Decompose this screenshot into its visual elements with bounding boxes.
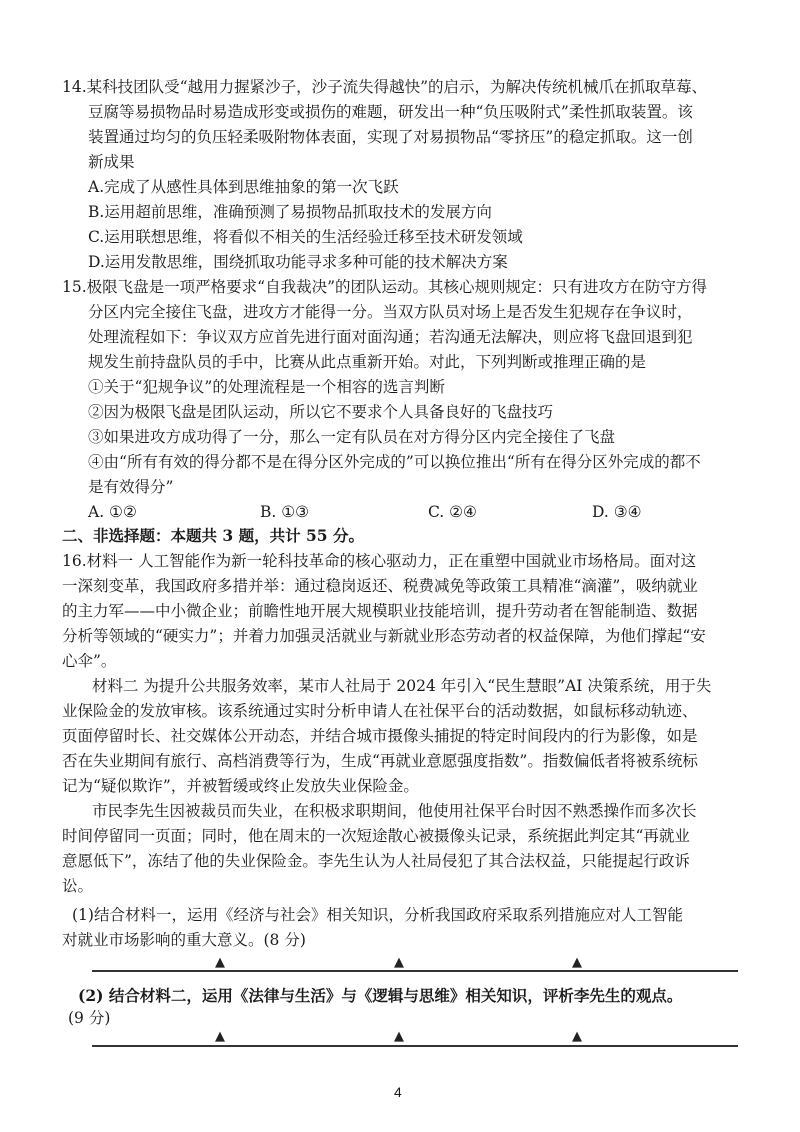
- q16-material2-line-2: 业保险金的发放审核。该系统通过实时分析申请人在社保平台的活动数据，如鼠标移动轨迹、: [62, 702, 698, 720]
- q16-sub1-line-2: 对就业市场影响的重大意义。(8 分): [62, 931, 306, 949]
- q16-material2-line-4: 否在失业期间有旅行、高档消费等行为，生成“再就业意愿强度指数”。指数偏低者将被系统标: [62, 752, 698, 770]
- page-number: 4: [394, 1084, 402, 1100]
- q14-option-d: D.运用发散思维，围绕抓取功能寻求多种可能的技术解决方案: [88, 253, 508, 271]
- section-heading: 二、非选择题：本题共 3 题，共计 55 分。: [62, 526, 364, 545]
- answer-marker-triangle-icon: ▲: [394, 955, 404, 970]
- q14-option-b: B.运用超前思维，准确预测了易损物品抓取技术的发展方向: [88, 203, 492, 221]
- q15-stem-line-4: 规发生前持盘队员的手中，比赛从此点重新开始。对此，下列判断或推理正确的是: [88, 353, 647, 371]
- q15-stem-line-1: 15.极限飞盘是一项严格要求“自我裁决”的团队运动。其核心规则规定：只有进攻方在防守方得: [62, 278, 708, 296]
- q16-material3-line-3: 意愿低下”，冻结了他的失业保险金。李先生认为人社局侵犯了其合法权益，只能提起行政诉: [62, 852, 690, 870]
- q16-material2-line-3: 页面停留时长、社交媒体公开动态，并结合城市摄像头捕捉的特定时间段内的行为影像，如是: [62, 727, 698, 745]
- q16-material3-line-2: 时间停留同一页面；同时，他在周末的一次短途散心被摄像头记录，系统据此判定其“再就业: [62, 827, 690, 845]
- q16-material1-line-5: 心伞”。: [62, 652, 117, 670]
- q15-option-d: D. ③④: [592, 503, 642, 521]
- q16-material3-line-4: 讼。: [62, 877, 94, 895]
- q15-statement-4: ④由“所有有效的得分都不是在得分区外完成的”可以换位推出“所有在得分区外完成的都不: [88, 453, 701, 471]
- q16-material2-line-5: 记为“疑似欺诈”，并被暂缓或终止发放失业保险金。: [62, 777, 419, 795]
- q14-stem-line-2: 豆腐等易损物品时易造成形变或损伤的难题，研发出一种“负压吸附式”柔性抓取装置。该: [88, 103, 693, 121]
- q15-statement-4-cont: 是有效得分”: [88, 478, 174, 496]
- q16-sub2-line-1: (2) 结合材料二，运用《法律与生活》与《逻辑与思维》相关知识，评析李先生的观点。: [78, 986, 683, 1005]
- q15-stem-line-3: 处理流程如下：争议双方应首先进行面对面沟通；若沟通无法解决，则应将飞盘回退到犯: [88, 328, 693, 346]
- q15-statement-1: ①关于“犯规争议”的处理流程是一个相容的选言判断: [88, 378, 445, 396]
- q15-statement-3: ③如果进攻方成功得了一分，那么一定有队员在对方得分区内完全接住了飞盘: [88, 428, 616, 446]
- answer-line-1[interactable]: [92, 970, 738, 972]
- q16-sub1-line-1: (1)结合材料一，运用《经济与社会》相关知识，分析我国政府采取系列措施应对人工智能: [72, 906, 683, 924]
- answer-marker-triangle-icon: ▲: [572, 1029, 582, 1044]
- q15-stem-line-2: 分区内完全接住飞盘，进攻方才能得一分。当双方队员对场上是否发生犯规存在争议时，: [88, 303, 693, 321]
- q15-statement-2: ②因为极限飞盘是团队运动，所以它不要求个人具备良好的飞盘技巧: [88, 403, 554, 421]
- answer-marker-triangle-icon: ▲: [215, 1029, 225, 1044]
- q15-option-c: C. ②④: [428, 503, 477, 521]
- q16-material1-line-2: 一深刻变革，我国政府多措并举：通过稳岗返还、税费减免等政策工具精准“滴灌”，吸纳就业: [62, 577, 698, 595]
- q16-material3-line-1: 市民李先生因被裁员而失业，在积极求职期间，他使用社保平台时因不熟悉操作而多次长: [92, 802, 697, 820]
- answer-line-2[interactable]: [92, 1045, 738, 1047]
- q14-option-c: C.运用联想思维，将看似不相关的生活经验迁移至技术研发领域: [88, 228, 523, 246]
- q15-option-b: B. ①③: [260, 503, 310, 521]
- q14-stem-line-3: 装置通过均匀的负压轻柔吸附物体表面，实现了对易损物品“零挤压”的稳定抓取。这一创: [88, 128, 693, 146]
- q16-sub2-line-2: (9 分): [68, 1009, 111, 1027]
- q14-stem-line-1: 14.某科技团队受“越用力握紧沙子，沙子流失得越快”的启示，为解决传统机械爪在抓取草莓、: [62, 78, 708, 96]
- q14-option-a: A.完成了从感性具体到思维抽象的第一次飞跃: [88, 178, 399, 196]
- answer-marker-triangle-icon: ▲: [215, 955, 225, 970]
- q16-material1-line-4: 分析等领域的“硬实力”；并着力加强灵活就业与新就业形态劳动者的权益保障，为他们撑起“安: [62, 627, 706, 645]
- answer-marker-triangle-icon: ▲: [572, 955, 582, 970]
- answer-marker-triangle-icon: ▲: [394, 1029, 404, 1044]
- q14-stem-line-4: 新成果: [88, 153, 135, 171]
- q16-material1-line-3: 的主力军——中小微企业；前瞻性地开展大规模职业技能培训，提升劳动者在智能制造、数据: [62, 602, 698, 620]
- q16-material2-line-1: 材料二 为提升公共服务效率，某市人社局于 2024 年引入“民生慧眼”AI 决策系统，用于失: [92, 677, 712, 695]
- q15-option-a: A. ①②: [88, 503, 137, 521]
- q16-material1-line-1: 16.材料一 人工智能作为新一轮科技革命的核心驱动力，正在重塑中国就业市场格局。面对这: [62, 552, 697, 570]
